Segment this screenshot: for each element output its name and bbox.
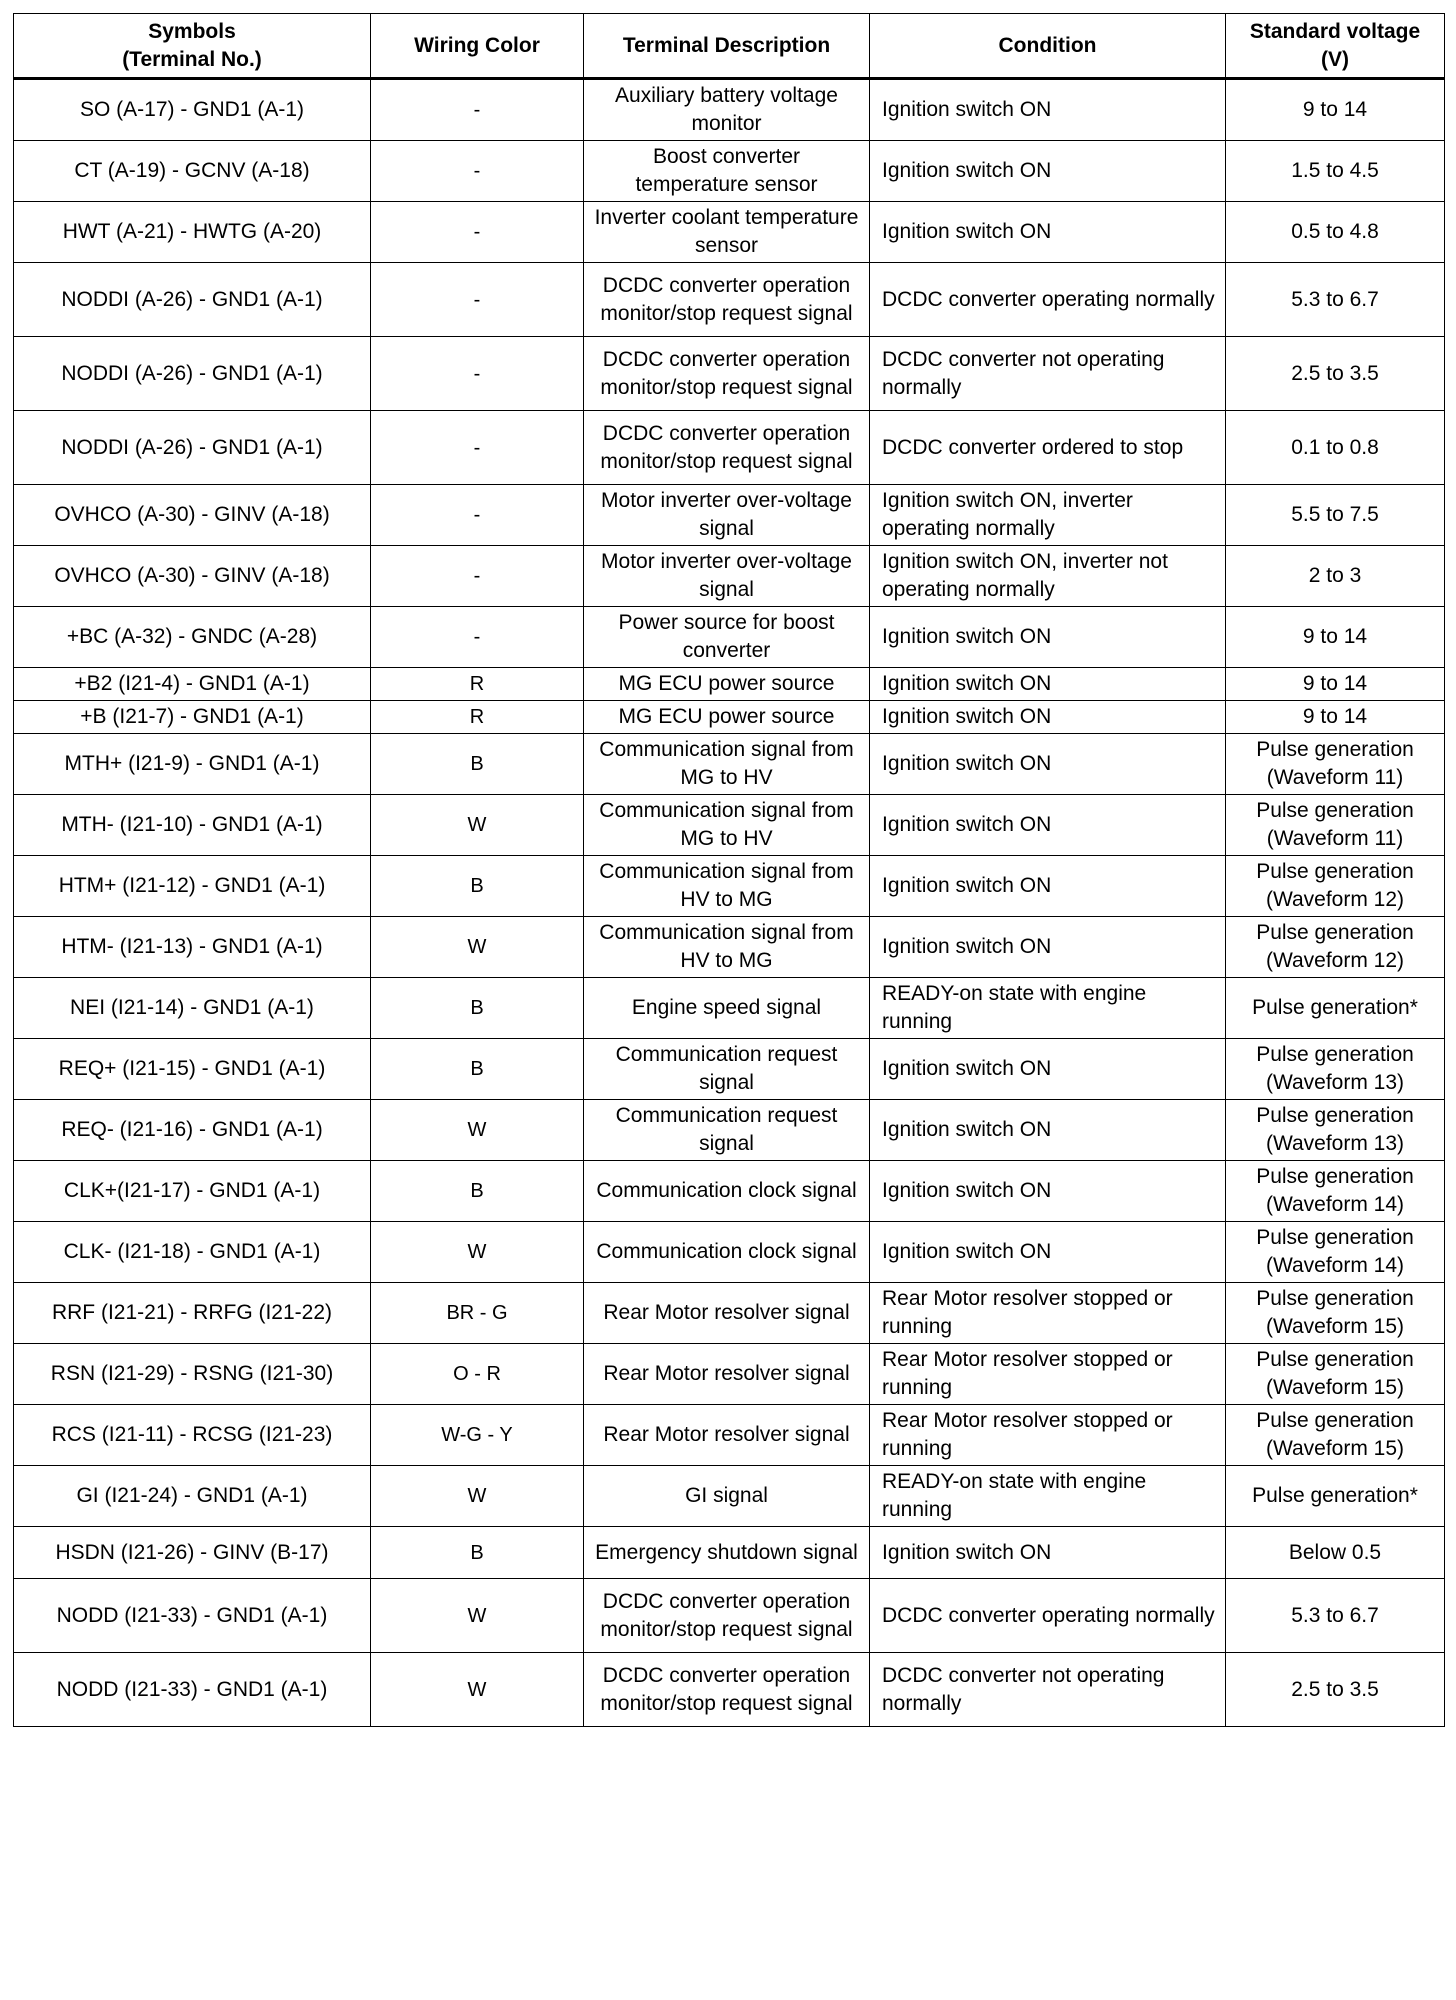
cell-symbol: OVHCO (A-30) - GINV (A-18) (14, 546, 371, 607)
cell-terminal-description: DCDC converter operation monitor/stop request signal (584, 263, 870, 337)
cell-condition: Ignition switch ON (870, 1161, 1226, 1222)
cell-symbol: HSDN (I21-26) - GINV (B-17) (14, 1527, 371, 1579)
cell-terminal-description: DCDC converter operation monitor/stop request signal (584, 337, 870, 411)
cell-standard-voltage: 1.5 to 4.5 (1226, 141, 1445, 202)
table-row (14, 1527, 1445, 1579)
cell-wiring-color: W (371, 1653, 584, 1727)
cell-standard-voltage: Pulse generation (Waveform 11) (1226, 734, 1445, 795)
cell-standard-voltage: Pulse generation* (1226, 978, 1445, 1039)
cell-symbol: +BC (A-32) - GNDC (A-28) (14, 607, 371, 668)
cell-symbol: NODDI (A-26) - GND1 (A-1) (14, 263, 371, 337)
table-row (14, 607, 1445, 668)
cell-wiring-color: R (371, 668, 584, 701)
cell-standard-voltage: 5.3 to 6.7 (1226, 263, 1445, 337)
cell-standard-voltage: 2.5 to 3.5 (1226, 1653, 1445, 1727)
cell-terminal-description: Rear Motor resolver signal (584, 1344, 870, 1405)
cell-standard-voltage: 5.5 to 7.5 (1226, 485, 1445, 546)
cell-wiring-color: - (371, 411, 584, 485)
cell-symbol: NODDI (A-26) - GND1 (A-1) (14, 337, 371, 411)
cell-symbol: NEI (I21-14) - GND1 (A-1) (14, 978, 371, 1039)
cell-condition: Rear Motor resolver stopped or running (870, 1344, 1226, 1405)
cell-condition: DCDC converter ordered to stop (870, 411, 1226, 485)
cell-condition: Ignition switch ON (870, 1527, 1226, 1579)
cell-condition: Ignition switch ON, inverter operating normally (870, 485, 1226, 546)
cell-wiring-color: W (371, 1100, 584, 1161)
cell-condition: Ignition switch ON (870, 1100, 1226, 1161)
header-wiring-color: Wiring Color (371, 14, 584, 79)
header-symbols: Symbols (Terminal No.) (14, 14, 371, 79)
cell-terminal-description: DCDC converter operation monitor/stop request signal (584, 411, 870, 485)
cell-condition: READY-on state with engine running (870, 1466, 1226, 1527)
table-row (14, 202, 1445, 263)
cell-condition: Ignition switch ON (870, 917, 1226, 978)
cell-symbol: CLK+(I21-17) - GND1 (A-1) (14, 1161, 371, 1222)
table-row (14, 263, 1445, 337)
cell-wiring-color: W-G - Y (371, 1405, 584, 1466)
table-row (14, 701, 1445, 734)
cell-standard-voltage: 9 to 14 (1226, 607, 1445, 668)
cell-standard-voltage: Pulse generation* (1226, 1466, 1445, 1527)
table-row (14, 485, 1445, 546)
cell-symbol: RRF (I21-21) - RRFG (I21-22) (14, 1283, 371, 1344)
cell-condition: READY-on state with engine running (870, 978, 1226, 1039)
cell-terminal-description: DCDC converter operation monitor/stop request signal (584, 1579, 870, 1653)
cell-standard-voltage: Pulse generation (Waveform 13) (1226, 1039, 1445, 1100)
cell-condition: Ignition switch ON (870, 79, 1226, 141)
cell-symbol: RSN (I21-29) - RSNG (I21-30) (14, 1344, 371, 1405)
cell-condition: Rear Motor resolver stopped or running (870, 1283, 1226, 1344)
cell-standard-voltage: Pulse generation (Waveform 15) (1226, 1405, 1445, 1466)
cell-wiring-color: B (371, 1527, 584, 1579)
cell-condition: Ignition switch ON (870, 1222, 1226, 1283)
cell-condition: Ignition switch ON (870, 607, 1226, 668)
cell-symbol: HTM- (I21-13) - GND1 (A-1) (14, 917, 371, 978)
cell-terminal-description: Engine speed signal (584, 978, 870, 1039)
cell-terminal-description: DCDC converter operation monitor/stop request signal (584, 1653, 870, 1727)
cell-standard-voltage: 9 to 14 (1226, 668, 1445, 701)
cell-wiring-color: B (371, 978, 584, 1039)
table-row (14, 1161, 1445, 1222)
header-condition: Condition (870, 14, 1226, 79)
cell-wiring-color: - (371, 202, 584, 263)
cell-symbol: NODD (I21-33) - GND1 (A-1) (14, 1579, 371, 1653)
cell-standard-voltage: Pulse generation (Waveform 14) (1226, 1222, 1445, 1283)
table-row (14, 337, 1445, 411)
cell-wiring-color: B (371, 856, 584, 917)
cell-standard-voltage: 2.5 to 3.5 (1226, 337, 1445, 411)
cell-standard-voltage: 2 to 3 (1226, 546, 1445, 607)
table-body (14, 79, 1445, 1727)
cell-terminal-description: Communication request signal (584, 1039, 870, 1100)
cell-wiring-color: - (371, 141, 584, 202)
cell-wiring-color: W (371, 1579, 584, 1653)
cell-standard-voltage: 0.5 to 4.8 (1226, 202, 1445, 263)
table-row (14, 978, 1445, 1039)
table-row (14, 141, 1445, 202)
cell-condition: Ignition switch ON, inverter not operating normally (870, 546, 1226, 607)
cell-standard-voltage: Pulse generation (Waveform 13) (1226, 1100, 1445, 1161)
cell-symbol: GI (I21-24) - GND1 (A-1) (14, 1466, 371, 1527)
cell-symbol: SO (A-17) - GND1 (A-1) (14, 79, 371, 141)
cell-symbol: CT (A-19) - GCNV (A-18) (14, 141, 371, 202)
cell-wiring-color: W (371, 1222, 584, 1283)
cell-terminal-description: Inverter coolant temperature sensor (584, 202, 870, 263)
cell-wiring-color: - (371, 485, 584, 546)
header-standard-voltage: Standard voltage (V) (1226, 14, 1445, 79)
table-row (14, 795, 1445, 856)
table-row (14, 856, 1445, 917)
cell-terminal-description: Communication clock signal (584, 1222, 870, 1283)
cell-standard-voltage: Pulse generation (Waveform 12) (1226, 856, 1445, 917)
table-row (14, 1466, 1445, 1527)
cell-terminal-description: Communication signal from HV to MG (584, 917, 870, 978)
cell-symbol: OVHCO (A-30) - GINV (A-18) (14, 485, 371, 546)
table-row (14, 1222, 1445, 1283)
cell-wiring-color: - (371, 546, 584, 607)
cell-symbol: HTM+ (I21-12) - GND1 (A-1) (14, 856, 371, 917)
table-row (14, 1653, 1445, 1727)
cell-standard-voltage: Below 0.5 (1226, 1527, 1445, 1579)
cell-standard-voltage: Pulse generation (Waveform 15) (1226, 1344, 1445, 1405)
cell-condition: DCDC converter not operating normally (870, 337, 1226, 411)
cell-terminal-description: Boost converter temperature sensor (584, 141, 870, 202)
cell-condition: Ignition switch ON (870, 202, 1226, 263)
cell-wiring-color: B (371, 1161, 584, 1222)
cell-symbol: MTH+ (I21-9) - GND1 (A-1) (14, 734, 371, 795)
cell-symbol: MTH- (I21-10) - GND1 (A-1) (14, 795, 371, 856)
header-terminal-description: Terminal Description (584, 14, 870, 79)
cell-wiring-color: BR - G (371, 1283, 584, 1344)
cell-terminal-description: Rear Motor resolver signal (584, 1405, 870, 1466)
table-row (14, 1344, 1445, 1405)
cell-wiring-color: - (371, 337, 584, 411)
cell-condition: DCDC converter not operating normally (870, 1653, 1226, 1727)
cell-wiring-color: B (371, 1039, 584, 1100)
cell-condition: Ignition switch ON (870, 856, 1226, 917)
table-row (14, 411, 1445, 485)
cell-terminal-description: Communication signal from HV to MG (584, 856, 870, 917)
cell-condition: Ignition switch ON (870, 141, 1226, 202)
table-row (14, 546, 1445, 607)
cell-condition: Ignition switch ON (870, 734, 1226, 795)
cell-terminal-description: Rear Motor resolver signal (584, 1283, 870, 1344)
cell-standard-voltage: 9 to 14 (1226, 701, 1445, 734)
cell-condition: Ignition switch ON (870, 701, 1226, 734)
table-row (14, 79, 1445, 141)
cell-terminal-description: Motor inverter over-voltage signal (584, 485, 870, 546)
cell-terminal-description: Motor inverter over-voltage signal (584, 546, 870, 607)
cell-symbol: RCS (I21-11) - RCSG (I21-23) (14, 1405, 371, 1466)
cell-wiring-color: - (371, 79, 584, 141)
cell-standard-voltage: 5.3 to 6.7 (1226, 1579, 1445, 1653)
cell-condition: DCDC converter operating normally (870, 1579, 1226, 1653)
cell-standard-voltage: Pulse generation (Waveform 15) (1226, 1283, 1445, 1344)
cell-terminal-description: Emergency shutdown signal (584, 1527, 870, 1579)
table-row (14, 1579, 1445, 1653)
table-row (14, 1100, 1445, 1161)
cell-symbol: NODD (I21-33) - GND1 (A-1) (14, 1653, 371, 1727)
cell-condition: Ignition switch ON (870, 795, 1226, 856)
cell-symbol: CLK- (I21-18) - GND1 (A-1) (14, 1222, 371, 1283)
cell-standard-voltage: Pulse generation (Waveform 11) (1226, 795, 1445, 856)
cell-symbol: HWT (A-21) - HWTG (A-20) (14, 202, 371, 263)
cell-terminal-description: Communication clock signal (584, 1161, 870, 1222)
cell-terminal-description: Communication signal from MG to HV (584, 734, 870, 795)
cell-standard-voltage: Pulse generation (Waveform 12) (1226, 917, 1445, 978)
table-row (14, 668, 1445, 701)
cell-wiring-color: R (371, 701, 584, 734)
table-row (14, 1405, 1445, 1466)
cell-wiring-color: - (371, 263, 584, 337)
table-row (14, 734, 1445, 795)
cell-wiring-color: W (371, 1466, 584, 1527)
cell-symbol: +B2 (I21-4) - GND1 (A-1) (14, 668, 371, 701)
cell-standard-voltage: 0.1 to 0.8 (1226, 411, 1445, 485)
cell-symbol: REQ- (I21-16) - GND1 (A-1) (14, 1100, 371, 1161)
cell-condition: Rear Motor resolver stopped or running (870, 1405, 1226, 1466)
terminal-voltage-table (13, 13, 1445, 1727)
cell-standard-voltage: Pulse generation (Waveform 14) (1226, 1161, 1445, 1222)
cell-wiring-color: W (371, 795, 584, 856)
cell-terminal-description: GI signal (584, 1466, 870, 1527)
table-row (14, 1283, 1445, 1344)
cell-terminal-description: MG ECU power source (584, 668, 870, 701)
cell-wiring-color: W (371, 917, 584, 978)
cell-terminal-description: MG ECU power source (584, 701, 870, 734)
cell-wiring-color: B (371, 734, 584, 795)
cell-terminal-description: Communication signal from MG to HV (584, 795, 870, 856)
cell-wiring-color: O - R (371, 1344, 584, 1405)
cell-wiring-color: - (371, 607, 584, 668)
table-header-row (14, 14, 1445, 79)
cell-symbol: REQ+ (I21-15) - GND1 (A-1) (14, 1039, 371, 1100)
cell-condition: Ignition switch ON (870, 668, 1226, 701)
cell-symbol: +B (I21-7) - GND1 (A-1) (14, 701, 371, 734)
cell-terminal-description: Auxiliary battery voltage monitor (584, 79, 870, 141)
cell-terminal-description: Power source for boost converter (584, 607, 870, 668)
table-row (14, 1039, 1445, 1100)
cell-condition: DCDC converter operating normally (870, 263, 1226, 337)
cell-terminal-description: Communication request signal (584, 1100, 870, 1161)
cell-condition: Ignition switch ON (870, 1039, 1226, 1100)
cell-symbol: NODDI (A-26) - GND1 (A-1) (14, 411, 371, 485)
table-row (14, 917, 1445, 978)
cell-standard-voltage: 9 to 14 (1226, 79, 1445, 141)
